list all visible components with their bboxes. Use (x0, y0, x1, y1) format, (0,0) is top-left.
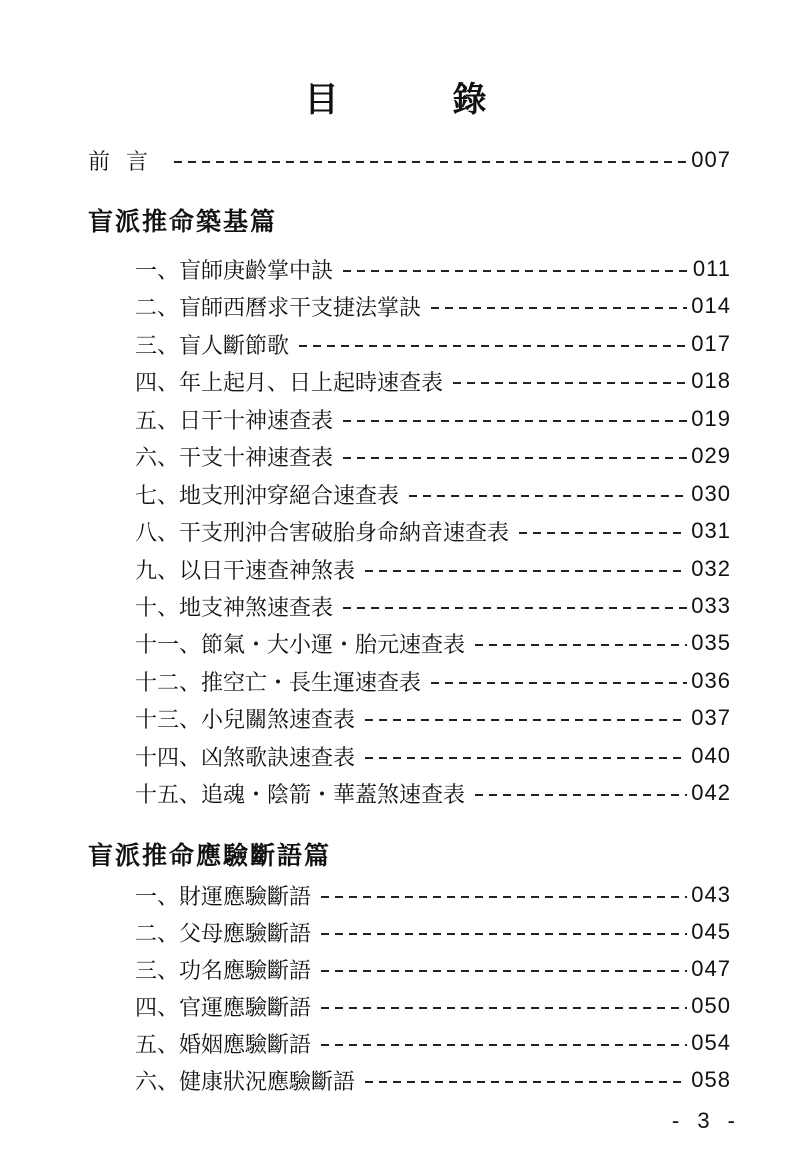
toc-entry-label: 十五、追魂・陰箭・華蓋煞速查表 (135, 782, 466, 808)
toc-entry-page: 014 (691, 293, 731, 318)
dot-leader (174, 161, 687, 163)
toc-entry-page: 019 (691, 406, 731, 431)
toc-entry-page: 031 (691, 518, 731, 543)
dot-leader (365, 757, 687, 759)
toc-entry-page: 011 (692, 256, 731, 281)
toc-entry-label: 九、以日干速查神煞表 (135, 558, 356, 584)
toc-entry-label: 十一、節氣・大小運・胎元速查表 (135, 632, 466, 658)
toc-entry[interactable] (135, 664, 731, 698)
dot-leader (365, 570, 687, 572)
toc-entry-label: 二、父母應驗斷語 (135, 921, 312, 947)
toc-entry[interactable] (135, 915, 731, 949)
toc-entry[interactable] (135, 776, 731, 810)
toc-entry-page: 007 (691, 147, 731, 172)
dot-leader (321, 1007, 687, 1009)
dot-leader (321, 896, 687, 898)
toc-entry-page: 030 (691, 481, 731, 506)
dot-leader (321, 933, 687, 935)
toc-entry[interactable] (135, 626, 731, 660)
page-title: 目 錄 (304, 80, 527, 120)
toc-entry[interactable] (135, 1063, 731, 1097)
toc-entry[interactable] (135, 1026, 731, 1060)
toc-entry[interactable] (135, 701, 731, 735)
toc-entry-page: 050 (691, 993, 731, 1018)
dot-leader (343, 607, 687, 609)
toc-entry-page: 054 (691, 1030, 731, 1055)
dot-leader (519, 532, 687, 534)
toc-entry[interactable] (135, 514, 731, 548)
toc-entry-label: 三、功名應驗斷語 (135, 958, 312, 984)
dot-leader (365, 1081, 687, 1083)
toc-entry[interactable] (135, 952, 731, 986)
dot-leader (431, 682, 687, 684)
toc-entry-label: 五、日干十神速查表 (135, 408, 334, 434)
toc-entry[interactable] (135, 878, 731, 912)
dot-leader (409, 495, 687, 497)
toc-entry-preface[interactable] (88, 143, 731, 177)
toc-entry-page: 035 (691, 630, 731, 655)
page-number: - 3 - (671, 1108, 741, 1133)
toc-entry-label: 一、盲師庚齡掌中訣 (135, 258, 334, 284)
toc-entry-label: 三、盲人斷節歌 (135, 333, 290, 359)
toc-entry-label: 十二、推空亡・長生運速查表 (135, 670, 422, 696)
section-heading-foundation: 盲派推命築基篇 (88, 207, 278, 236)
toc-entry-page: 017 (691, 331, 731, 356)
toc-entry[interactable] (135, 589, 731, 623)
toc-entry[interactable] (135, 252, 731, 286)
toc-entry-page: 043 (691, 882, 731, 907)
toc-entry[interactable] (135, 439, 731, 473)
dot-leader (343, 420, 687, 422)
toc-entry-label: 七、地支刑沖穿絕合速查表 (135, 483, 400, 509)
dot-leader (321, 970, 687, 972)
dot-leader (475, 644, 687, 646)
dot-leader (299, 345, 687, 347)
toc-entry-label: 二、盲師西曆求干支捷法掌訣 (135, 295, 422, 321)
toc-entry-label: 十、地支神煞速查表 (135, 595, 334, 621)
toc-entry[interactable] (135, 327, 731, 361)
toc-entry-page: 058 (691, 1067, 731, 1092)
toc-entry-label: 一、財運應驗斷語 (135, 884, 312, 910)
toc-entry-label: 六、干支十神速查表 (135, 445, 334, 471)
toc-entry-label: 十四、凶煞歌訣速查表 (135, 745, 356, 771)
toc-entry[interactable] (135, 739, 731, 773)
section-heading-verification: 盲派推命應驗斷語篇 (88, 841, 332, 870)
toc-entry-page: 037 (691, 705, 731, 730)
toc-entry-page: 018 (691, 368, 731, 393)
dot-leader (475, 794, 687, 796)
toc-entry[interactable] (135, 552, 731, 586)
dot-leader (365, 719, 687, 721)
toc-entry-label: 四、年上起月、日上起時速查表 (135, 370, 444, 396)
toc-entry[interactable] (135, 364, 731, 398)
toc-entry-label: 八、干支刑沖合害破胎身命納音速查表 (135, 520, 510, 546)
toc-entry-label: 十三、小兒關煞速查表 (135, 707, 356, 733)
toc-entry[interactable] (135, 477, 731, 511)
toc-entry-label: 前言 (88, 149, 165, 175)
toc-entry-label: 六、健康狀況應驗斷語 (135, 1069, 356, 1095)
toc-entry-page: 032 (691, 556, 731, 581)
toc-entry-page: 033 (691, 593, 731, 618)
toc-entry-page: 042 (691, 780, 731, 805)
dot-leader (343, 270, 689, 272)
toc-entry-label: 四、官運應驗斷語 (135, 995, 312, 1021)
toc-entry-page: 036 (691, 668, 731, 693)
dot-leader (453, 382, 687, 384)
toc-entry-page: 047 (691, 956, 731, 981)
dot-leader (431, 307, 687, 309)
toc-entry-label: 五、婚姻應驗斷語 (135, 1032, 312, 1058)
dot-leader (343, 457, 687, 459)
toc-entry-page: 029 (691, 443, 731, 468)
toc-entry-page: 045 (691, 919, 731, 944)
toc-entry[interactable] (135, 402, 731, 436)
toc-entry[interactable] (135, 289, 731, 323)
toc-entry[interactable] (135, 989, 731, 1023)
dot-leader (321, 1044, 687, 1046)
toc-entry-page: 040 (691, 743, 731, 768)
